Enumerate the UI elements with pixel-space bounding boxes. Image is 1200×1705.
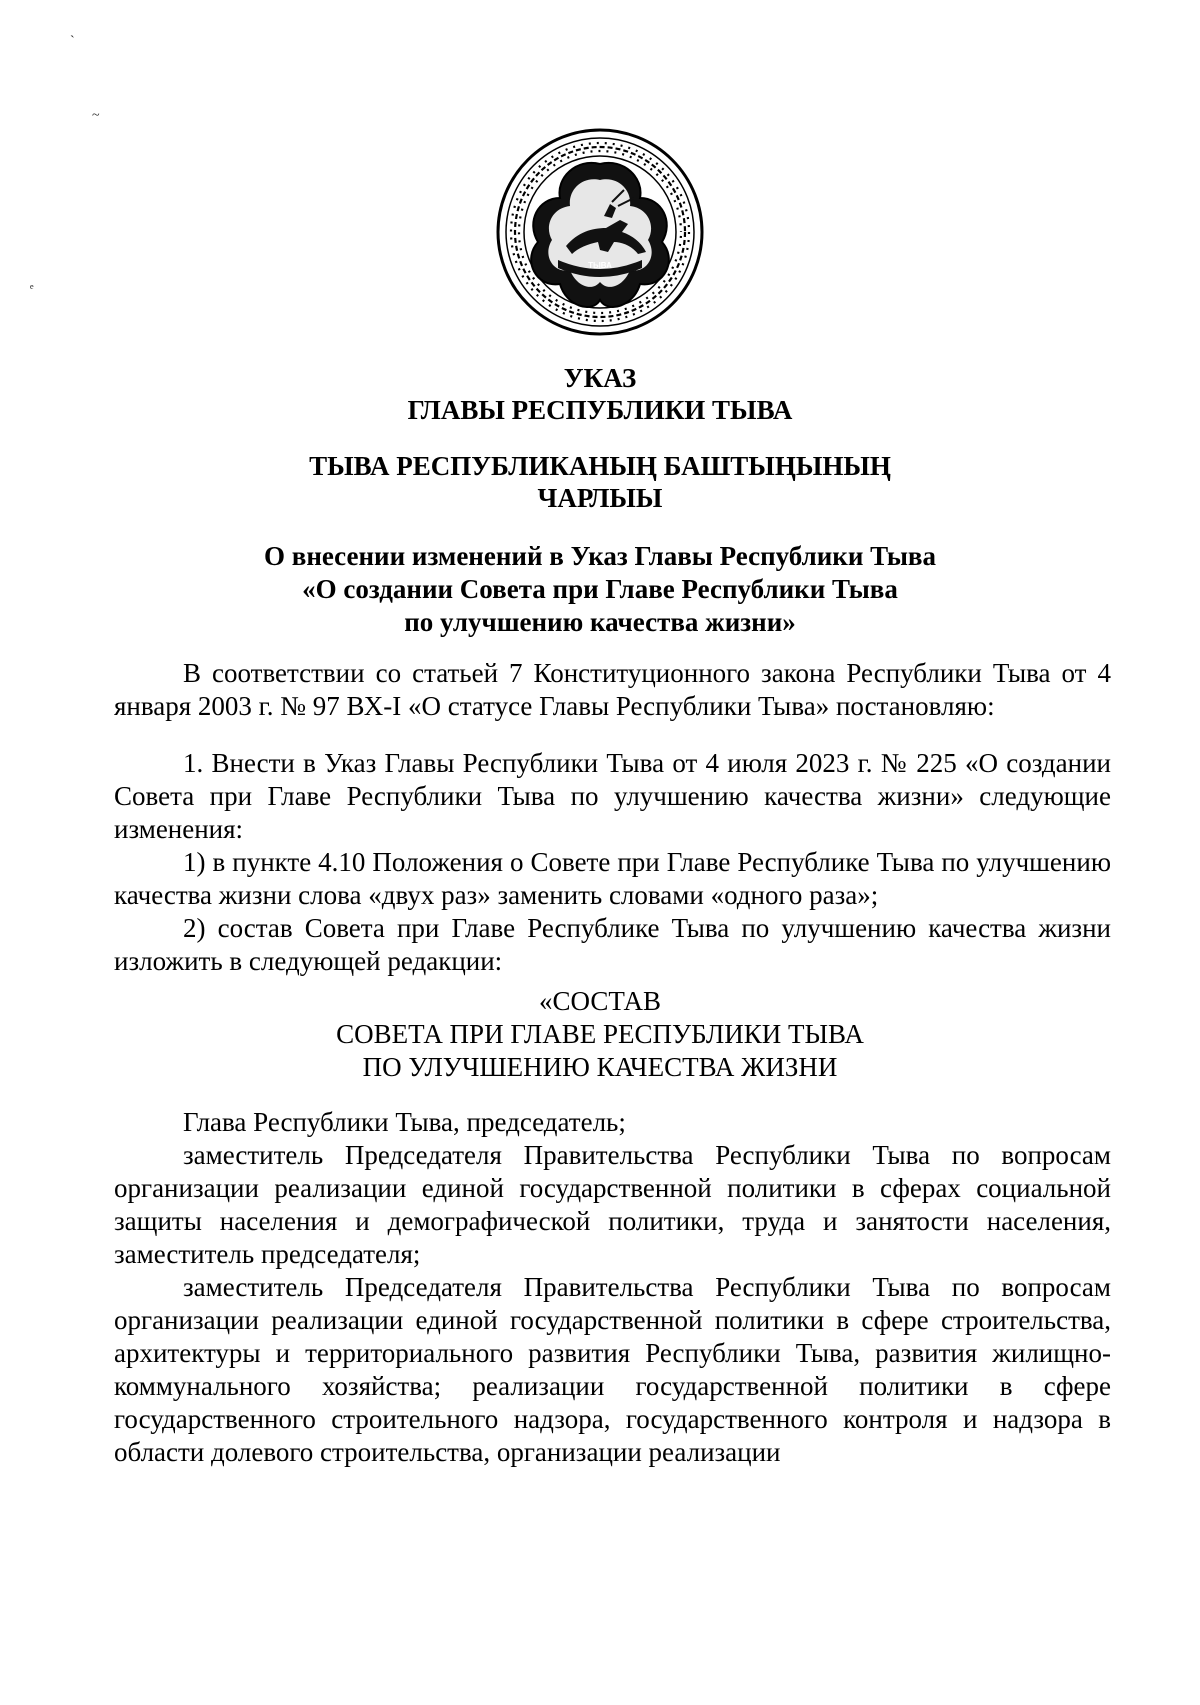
document-title: [0, 540, 1200, 639]
issuer-label: ГЛАВЫ РЕСПУБЛИКИ ТЫВА: [407, 395, 793, 425]
composition-heading-line: ПО УЛУЧШЕНИЮ КАЧЕСТВА ЖИЗНИ: [362, 1052, 838, 1082]
scan-speck: ~: [92, 108, 100, 123]
composition-heading-line: «СОСТАВ: [538, 986, 661, 1016]
decree-label-tuvan-2: ЧАРЛЫЫ: [537, 483, 663, 513]
decree-items: [114, 747, 1111, 978]
members-list: [114, 1106, 1111, 1469]
member-item: заместитель Председателя Правительства Республики Тыва по вопросам организации реализации единой государственной политики в сферах социальной защиты населения и демографической политики, труда и занятости населения, заместитель председателя;: [114, 1140, 1111, 1269]
subitem-1-paragraph: 1) в пункте 4.10 Положения о Совете при Главе Республике Тыва по улучшению качества жизни слова «двух раз» заменить словами «одного раза»;: [114, 847, 1111, 910]
title-line: О внесении изменений в Указ Главы Республики Тыва: [263, 541, 936, 571]
decree-label-tuvan: ТЫВА РЕСПУБЛИКАНЫҢ БАШТЫҢЫНЫҢ: [309, 451, 891, 481]
title-line: по улучшению качества жизни»: [404, 607, 796, 637]
tuva-coat-of-arms-icon: [496, 128, 704, 336]
coat-of-arms-emblem: [496, 128, 704, 336]
member-item: Глава Республики Тыва, председатель;: [183, 1107, 626, 1137]
decree-label: УКАЗ: [563, 363, 637, 393]
scan-speck: ˋ: [70, 34, 75, 49]
member-item: заместитель Председателя Правительства Республики Тыва по вопросам организации реализации единой государственной политики в сфере строительства, архитектуры и территориального развития Республики Тыва, развития жилищно-коммунального хозяйства; реализации государственной политики в сфере государственного строительного надзора, государственного контроля и надзора в области долевого строительства, организации реализации: [114, 1272, 1111, 1467]
item-1-paragraph: 1. Внести в Указ Главы Республики Тыва от 4 июля 2023 г. № 225 «О создании Совета при Главе Республики Тыва по улучшению качества жизни» следующие изменения:: [114, 748, 1111, 844]
emblem-inscription: ТЫВА: [588, 261, 612, 270]
scan-speck: ᵉ: [30, 282, 34, 297]
title-line: «О создании Совета при Главе Республики Тыва: [302, 574, 898, 604]
composition-heading: [0, 985, 1200, 1084]
composition-heading-line: СОВЕТА ПРИ ГЛАВЕ РЕСПУБЛИКИ ТЫВА: [336, 1019, 864, 1049]
preamble-paragraph: В соответствии со статьей 7 Конституционного закона Республики Тыва от 4 января 2003 г. № 97 ВХ-I «О статусе Главы Республики Тыва» постановляю:: [114, 658, 1111, 721]
subitem-2-paragraph: 2) состав Совета при Главе Республике Тыва по улучшению качества жизни изложить в следующей редакции:: [114, 913, 1111, 976]
preamble: [114, 657, 1111, 723]
